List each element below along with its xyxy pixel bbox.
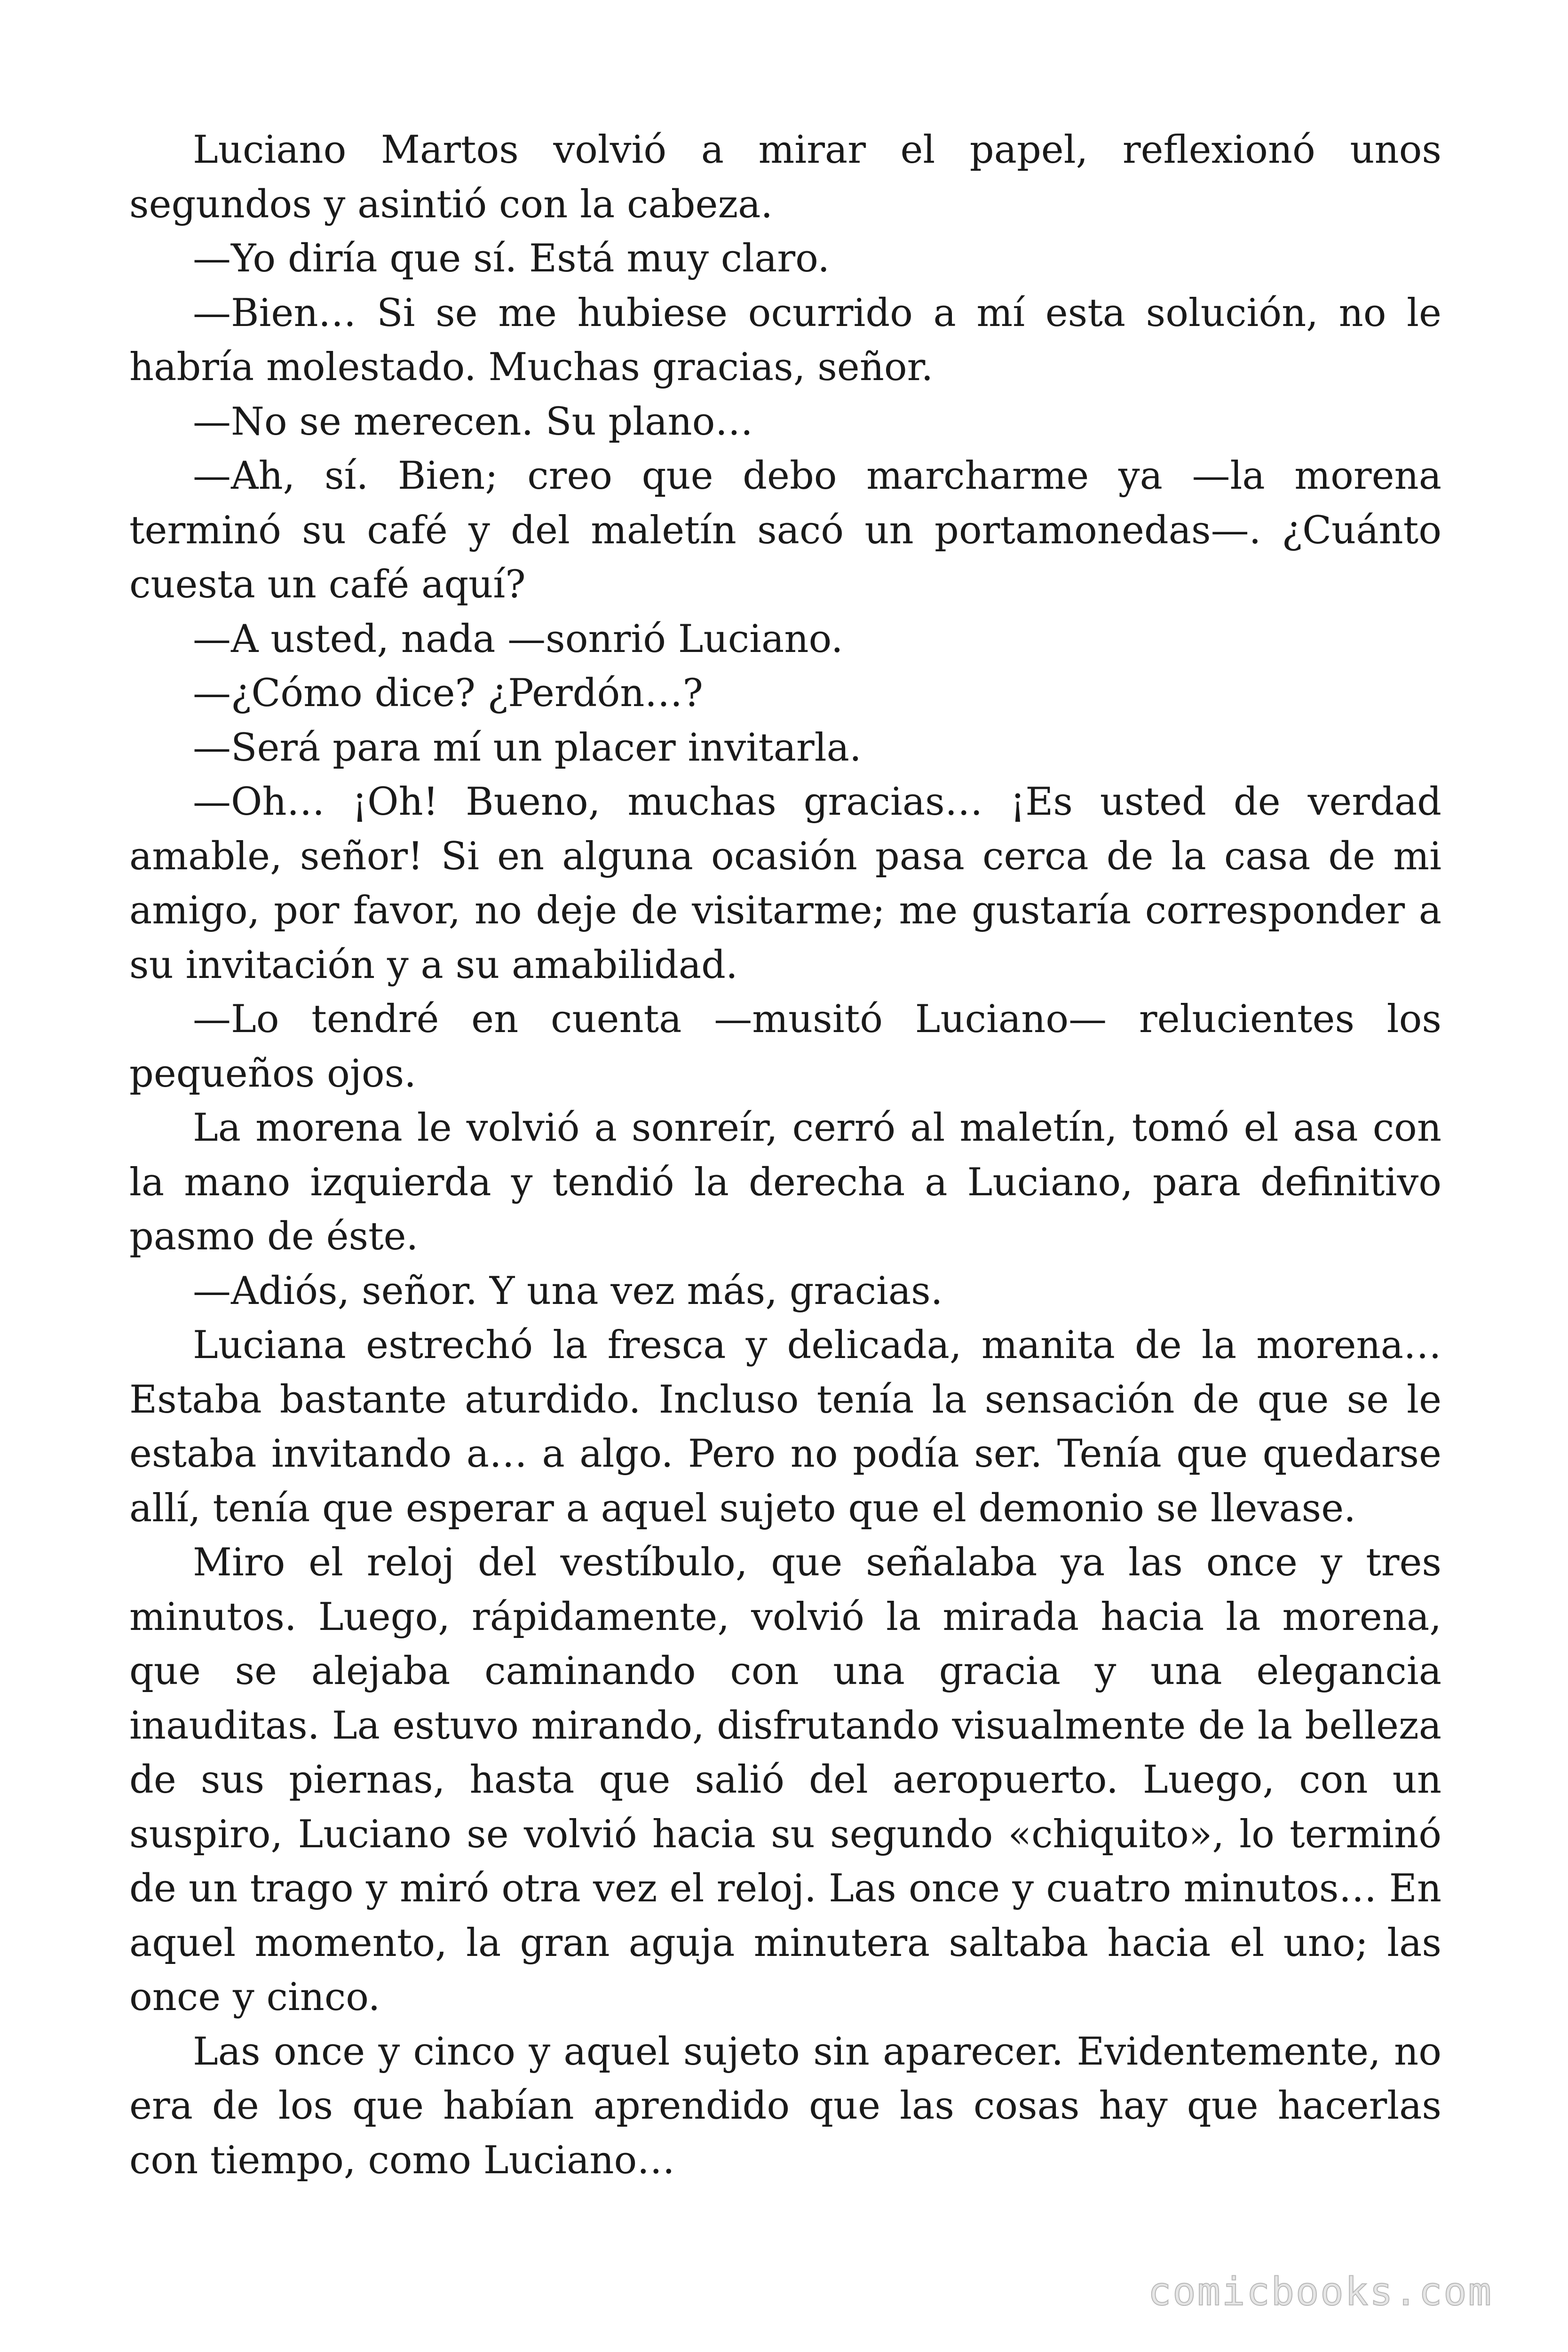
paragraph: Luciana estrechó la fresca y delicada, manita de la morena… Estaba bastante aturdido. Incluso tenía la sensación de que se le estaba invitando a… a algo. Pero no podía ser. Tenía que quedarse allí, tenía que esperar a aquel sujeto que el demonio se llevase. [129, 1323, 1441, 1531]
paragraph: —A usted, nada —sonrió Luciano. [193, 617, 843, 661]
paragraph: —¿Cómo dice? ¿Perdón…? [193, 671, 703, 715]
paragraph: —Oh… ¡Oh! Bueno, muchas gracias… ¡Es usted de verdad amable, señor! Si en alguna ocasión pasa cerca de la casa de mi amigo, por favor, no deje de visitarme; me gustaría corresponder a su invitación y a su amabilidad. [129, 780, 1441, 987]
paragraph: —No se merecen. Su plano… [193, 399, 753, 444]
paragraph: —Yo diría que sí. Está muy claro. [193, 237, 830, 281]
paragraph: —Ah, sí. Bien; creo que debo marcharme ya —la morena terminó su café y del maletín sacó un portamonedas—. ¿Cuánto cuesta un café aquí? [129, 454, 1441, 607]
body-text [129, 123, 1441, 2188]
paragraph: La morena le volvió a sonreír, cerró al maletín, tomó el asa con la mano izquierda y tendió la derecha a Luciano, para definitivo pasmo de éste. [129, 1106, 1441, 1259]
paragraph: —Adiós, señor. Y una vez más, gracias. [193, 1269, 943, 1313]
paragraph: —Lo tendré en cuenta —musitó Luciano— relucientes los pequeños ojos. [129, 997, 1441, 1096]
paragraph: Luciano Martos volvió a mirar el papel, reflexionó unos segundos y asintió con la cabeza. [129, 128, 1441, 227]
paragraph: —Será para mí un placer invitarla. [193, 725, 862, 770]
paragraph: —Bien… Si se me hubiese ocurrido a mí esta solución, no le habría molestado. Muchas gracias, señor. [129, 291, 1441, 389]
paragraph: Las once y cinco y aquel sujeto sin aparecer. Evidentemente, no era de los que habían aprendido que las cosas hay que hacerlas con tiempo, como Luciano… [129, 2029, 1441, 2183]
watermark: comicbooks.com [1148, 2270, 1493, 2314]
paragraph: Miro el reloj del vestíbulo, que señalaba ya las once y tres minutos. Luego, rápidamente, volvió la mirada hacia la morena, que se alejaba caminando con una gracia y una elegancia inauditas. La estuvo mirando, disfrutando visualmente de la belleza de sus piernas, hasta que salió del aeropuerto. Luego, con un suspiro, Luciano se volvió hacia su segundo «chiquito», lo terminó de un trago y miró otra vez el reloj. Las once y cuatro minutos… En aquel momento, la gran aguja minutera saltaba hacia el uno; las once y cinco. [129, 1541, 1441, 2019]
